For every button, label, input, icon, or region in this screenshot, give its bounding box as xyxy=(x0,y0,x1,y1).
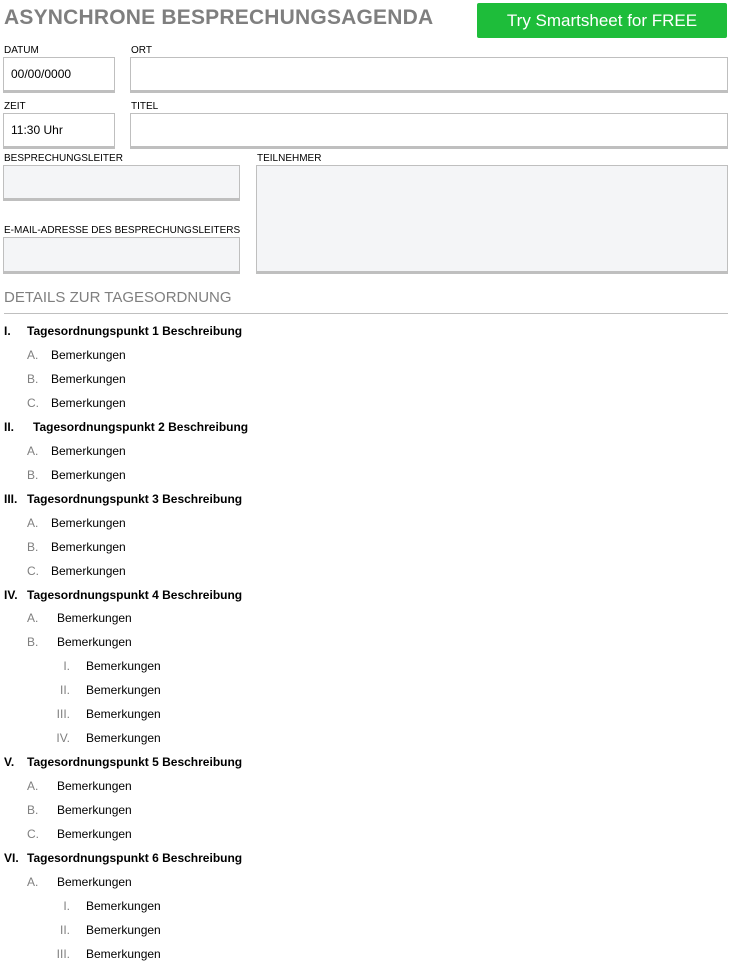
agenda-subitem xyxy=(0,872,730,892)
list-marker: C. xyxy=(27,827,39,841)
agenda-subitem xyxy=(0,632,730,652)
agenda-item-note: Bemerkungen xyxy=(86,731,161,746)
agenda-item-note: Bemerkungen xyxy=(86,922,161,937)
ort-label: ORT xyxy=(131,45,152,56)
agenda-item-title: Tagesordnungspunkt 6 Beschreibung xyxy=(27,850,243,865)
email-label: E-MAIL-ADRESSE DES BESPRECHUNGSLEITERS xyxy=(4,225,241,236)
agenda-item-note: Bemerkungen xyxy=(51,563,126,578)
ort-field[interactable] xyxy=(130,57,728,93)
email-field[interactable] xyxy=(3,237,240,274)
list-marker: III. xyxy=(56,946,70,961)
list-marker: IV. xyxy=(56,731,70,746)
agenda-item-title: Tagesordnungspunkt 2 Beschreibung xyxy=(33,419,249,434)
agenda-subitem xyxy=(0,345,730,365)
agenda-item xyxy=(0,585,730,605)
agenda-subitem xyxy=(0,465,730,485)
agenda-item-note: Bemerkungen xyxy=(86,898,161,913)
titel-label: TITEL xyxy=(131,101,159,112)
agenda-item xyxy=(0,752,730,772)
try-smartsheet-button[interactable]: Try Smartsheet for FREE xyxy=(477,3,727,38)
list-marker: C. xyxy=(27,395,39,410)
agenda-item xyxy=(0,489,730,509)
titel-field[interactable] xyxy=(130,113,728,149)
agenda-item xyxy=(0,848,730,868)
agenda-item-note: Bemerkungen xyxy=(86,707,161,722)
agenda-item xyxy=(0,321,730,341)
agenda-item-note: Bemerkungen xyxy=(57,611,132,626)
agenda-item-note: Bemerkungen xyxy=(51,395,126,410)
teilnehmer-label: TEILNEHMER xyxy=(257,153,322,164)
teilnehmer-field[interactable] xyxy=(256,165,728,274)
list-marker: B. xyxy=(27,467,39,482)
datum-label: DATUM xyxy=(4,45,39,56)
agenda-item-note: Bemerkungen xyxy=(51,347,126,362)
list-marker: III. xyxy=(4,491,18,506)
list-marker: B. xyxy=(27,635,39,650)
list-marker: A. xyxy=(27,611,39,626)
list-marker: IV. xyxy=(4,587,18,602)
agenda-subitem xyxy=(0,656,730,676)
list-marker: III. xyxy=(56,707,70,722)
agenda-item-title: Tagesordnungspunkt 5 Beschreibung xyxy=(27,755,243,770)
list-marker: A. xyxy=(27,779,39,793)
agenda-item-note: Bemerkungen xyxy=(86,683,161,698)
agenda-item-note: Bemerkungen xyxy=(57,827,132,841)
agenda-item-note: Bemerkungen xyxy=(57,779,132,793)
agenda-subitem xyxy=(0,776,730,796)
list-marker: A. xyxy=(27,347,39,362)
agenda-item xyxy=(0,417,730,437)
agenda-subitem xyxy=(0,513,730,533)
list-marker: II. xyxy=(59,922,70,937)
agenda-subitem xyxy=(0,704,730,724)
agenda-subitem xyxy=(0,369,730,389)
list-marker: B. xyxy=(27,539,39,554)
agenda-item-note: Bemerkungen xyxy=(57,803,132,817)
agenda-item-note: Bemerkungen xyxy=(86,659,161,674)
agenda-subitem xyxy=(0,537,730,557)
agenda-subitem xyxy=(0,608,730,628)
agenda-subitem xyxy=(0,680,730,700)
datum-field[interactable]: 00/00/0000 xyxy=(3,57,115,93)
agenda-subitem xyxy=(0,800,730,820)
agenda-subitem xyxy=(0,920,730,940)
agenda-subitem xyxy=(0,728,730,748)
page-title: ASYNCHRONE BESPRECHUNGSAGENDA xyxy=(4,6,434,29)
agenda-item-note: Bemerkungen xyxy=(51,539,126,554)
zeit-label: ZEIT xyxy=(4,101,26,112)
agenda-subitem xyxy=(0,441,730,461)
besprechungsleiter-field[interactable] xyxy=(3,165,240,201)
agenda-item-title: Tagesordnungspunkt 3 Beschreibung xyxy=(27,491,243,506)
agenda-item-title: Tagesordnungspunkt 4 Beschreibung xyxy=(27,587,243,602)
besprechungsleiter-label: BESPRECHUNGSLEITER xyxy=(4,153,123,164)
agenda-item-title: Tagesordnungspunkt 1 Beschreibung xyxy=(27,324,243,338)
list-marker: I. xyxy=(4,324,11,338)
list-marker: I. xyxy=(63,659,70,674)
list-marker: I. xyxy=(63,898,70,913)
section-divider xyxy=(4,313,728,314)
list-marker: B. xyxy=(27,803,39,817)
agenda-subitem xyxy=(0,561,730,581)
list-marker: A. xyxy=(27,874,39,889)
agenda-item-note: Bemerkungen xyxy=(57,874,132,889)
agenda-subitem xyxy=(0,393,730,413)
list-marker: A. xyxy=(27,443,39,458)
agenda-subitem xyxy=(0,944,730,964)
list-marker: II. xyxy=(4,419,15,434)
list-marker: II. xyxy=(59,683,70,698)
agenda-subitem xyxy=(0,896,730,916)
list-marker: V. xyxy=(4,755,15,770)
agenda-item-note: Bemerkungen xyxy=(57,635,132,650)
agenda-item-note: Bemerkungen xyxy=(51,443,126,458)
list-marker: B. xyxy=(27,371,39,386)
list-marker: VI. xyxy=(4,850,19,865)
zeit-field[interactable]: 11:30 Uhr xyxy=(3,113,115,149)
agenda-subitem xyxy=(0,824,730,844)
list-marker: C. xyxy=(27,563,39,578)
agenda-item-note: Bemerkungen xyxy=(51,467,126,482)
agenda-item-note: Bemerkungen xyxy=(51,371,126,386)
agenda-item-note: Bemerkungen xyxy=(51,515,126,530)
list-marker: A. xyxy=(27,515,39,530)
agenda-item-note: Bemerkungen xyxy=(86,946,161,961)
details-heading: DETAILS ZUR TAGESORDNUNG xyxy=(4,289,232,306)
